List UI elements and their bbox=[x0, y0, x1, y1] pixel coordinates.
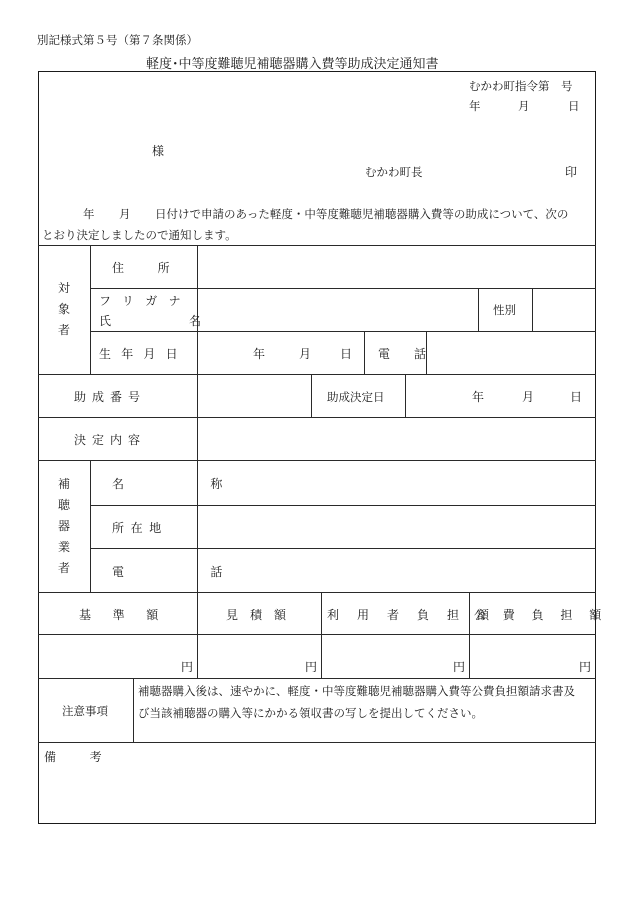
addressee-suffix: 様 bbox=[152, 144, 165, 158]
estimate-amount-field[interactable] bbox=[198, 635, 320, 678]
header-date-year: 年 bbox=[469, 99, 481, 113]
document-number: むかわ町指令第 号 bbox=[469, 79, 573, 93]
decision-content-field[interactable] bbox=[198, 418, 595, 460]
notes-text-line2: び当該補聴器の購入等にかかる領収書の写しを提出してください。 bbox=[138, 706, 483, 720]
vendor-group-label bbox=[58, 474, 70, 579]
header-date-month: 月 bbox=[518, 99, 530, 113]
yen-unit: 円 bbox=[579, 660, 592, 674]
vendor-group-char: 業 bbox=[58, 540, 71, 554]
grant-number-label: 助成番号 bbox=[74, 390, 147, 404]
public-burden-field[interactable] bbox=[470, 635, 595, 678]
vendor-location-field[interactable] bbox=[198, 506, 595, 548]
notice-month: 月 bbox=[119, 207, 131, 221]
address-label: 住 所 bbox=[112, 261, 181, 275]
notes-label: 注意事項 bbox=[62, 704, 108, 718]
vendor-phone-field[interactable] bbox=[198, 549, 595, 592]
name-label: 氏 名 bbox=[99, 314, 235, 328]
furigana-label: フリガナ bbox=[99, 294, 193, 308]
vendor-name-field[interactable] bbox=[198, 461, 595, 505]
subject-group-char: 対 bbox=[58, 281, 71, 295]
decision-date-year: 年 bbox=[472, 390, 485, 404]
yen-unit: 円 bbox=[305, 660, 318, 674]
subject-group-char: 象 bbox=[58, 302, 71, 316]
notice-year: 年 bbox=[83, 207, 95, 221]
yen-unit: 円 bbox=[453, 660, 466, 674]
seal-mark: 印 bbox=[565, 165, 578, 179]
estimate-amount-header: 見 積 額 bbox=[226, 608, 287, 622]
header-date-day: 日 bbox=[568, 99, 580, 113]
decision-date-month: 月 bbox=[522, 390, 535, 404]
address-field[interactable] bbox=[198, 246, 595, 288]
decision-date-label: 助成決定日 bbox=[327, 390, 385, 404]
birthdate-day: 日 bbox=[340, 347, 353, 361]
notice-text-line2: とおり決定しましたので通知します。 bbox=[42, 228, 237, 242]
birthdate-label: 生年月日 bbox=[99, 347, 188, 361]
name-field[interactable] bbox=[198, 289, 477, 331]
standard-amount-field[interactable] bbox=[39, 635, 196, 678]
sex-label: 性別 bbox=[493, 303, 516, 317]
sex-field[interactable] bbox=[533, 289, 595, 331]
vendor-group-char: 補 bbox=[58, 477, 71, 491]
subject-group-label bbox=[58, 278, 70, 341]
vendor-group-char: 聴 bbox=[58, 498, 71, 512]
subject-phone-label: 電 話 bbox=[378, 347, 433, 361]
vendor-phone-label: 電 話 bbox=[112, 565, 260, 579]
user-burden-field[interactable] bbox=[322, 635, 468, 678]
yen-unit: 円 bbox=[181, 660, 194, 674]
vendor-group-char: 者 bbox=[58, 561, 71, 575]
form-reference: 別記様式第５号（第７条関係） bbox=[37, 33, 198, 47]
user-burden-header: 利 用 者 負 担 額 bbox=[327, 608, 493, 622]
vendor-group-char: 器 bbox=[58, 519, 71, 533]
decision-content-label: 決定内容 bbox=[74, 433, 147, 447]
vendor-name-label: 名 称 bbox=[112, 477, 260, 491]
vendor-location-label: 所在地 bbox=[112, 521, 168, 535]
grant-number-field[interactable] bbox=[198, 375, 310, 417]
issuer-name: むかわ町長 bbox=[365, 165, 423, 179]
public-burden-header: 公 費 負 担 額 bbox=[474, 608, 604, 622]
birthdate-month: 月 bbox=[299, 347, 312, 361]
form-title: 軽度･中等度難聴児補聴器購入費等助成決定通知書 bbox=[146, 57, 439, 72]
notice-text-line1: 日付けで申請のあった軽度・中等度難聴児補聴器購入費等の助成について、次の bbox=[155, 207, 569, 221]
subject-group-char: 者 bbox=[58, 323, 71, 337]
decision-date-day: 日 bbox=[570, 390, 583, 404]
remarks-field[interactable] bbox=[39, 766, 595, 822]
notes-text-line1: 補聴器購入後は、速やかに、軽度・中等度難聴児補聴器購入費等公費負担額請求書及 bbox=[138, 684, 575, 698]
remarks-label: 備 考 bbox=[44, 750, 113, 764]
subject-phone-field[interactable] bbox=[427, 332, 595, 374]
standard-amount-header: 基 準 額 bbox=[79, 608, 164, 622]
birthdate-year: 年 bbox=[253, 347, 266, 361]
